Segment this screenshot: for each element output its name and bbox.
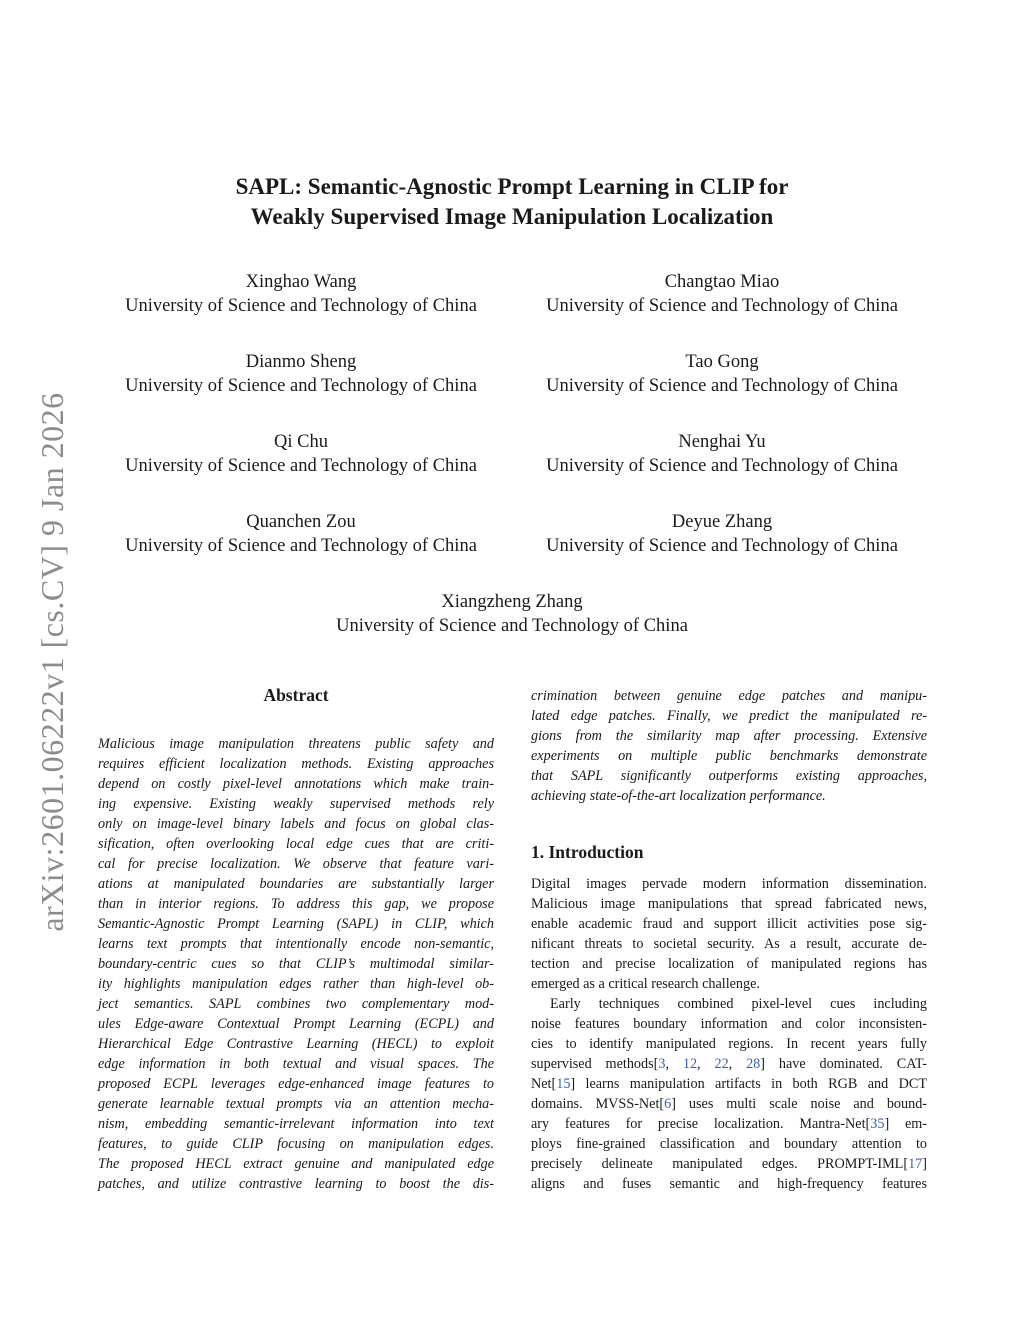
author-block bbox=[512, 271, 932, 318]
abstract-line: experiments on multiple public benchmarks demonstrate bbox=[531, 748, 927, 764]
intro-line bbox=[531, 1114, 927, 1134]
intro-text: ] learns manipulation artifacts in both RGB and DCT bbox=[570, 1076, 927, 1092]
intro-line: aligns and fuses semantic and high-frequency features bbox=[531, 1176, 927, 1192]
arxiv-side-stamp: arXiv:2601.06222v1 [cs.CV] 9 Jan 2026 bbox=[34, 392, 70, 932]
author-block bbox=[91, 351, 511, 398]
title-line-2: Weakly Supervised Image Manipulation Localization bbox=[250, 204, 774, 229]
abstract-line: ules Edge-aware Contextual Prompt Learning (ECPL) and bbox=[98, 1016, 494, 1032]
intro-line: nificant threats to societal security. As a result, accurate de- bbox=[531, 936, 927, 952]
abstract-line: ations at manipulated boundaries are substantially larger bbox=[98, 876, 494, 892]
abstract-line: patches, and utilize contrastive learning to boost the dis- bbox=[98, 1176, 494, 1192]
author-name: Deyue Zhang bbox=[671, 512, 773, 532]
abstract-line: sification, often overlooking local edge cues that are criti- bbox=[98, 836, 494, 852]
intro-line bbox=[531, 1074, 927, 1094]
citation-link[interactable]: 22 bbox=[714, 1056, 729, 1072]
author-block bbox=[512, 431, 932, 478]
intro-text: domains. MVSS-Net[ bbox=[531, 1096, 665, 1112]
intro-paragraph-2 bbox=[531, 994, 927, 1194]
intro-line: emerged as a critical research challenge. bbox=[531, 976, 760, 992]
citation-link[interactable]: 28 bbox=[746, 1056, 761, 1072]
author-affiliation: University of Science and Technology of China bbox=[125, 295, 477, 316]
author-name: Qi Chu bbox=[274, 432, 328, 452]
intro-line: Early techniques combined pixel-level cues including bbox=[550, 996, 927, 1012]
intro-text: ] have dominated. CAT- bbox=[760, 1056, 928, 1072]
intro-text: Net[ bbox=[531, 1076, 557, 1092]
citation-link[interactable]: 15 bbox=[556, 1076, 571, 1092]
intro-text: ary features for precise localization. Mantra-Net[ bbox=[531, 1116, 871, 1132]
intro-text: precisely delineate manipulated edges. PROMPT-IML[ bbox=[531, 1156, 909, 1172]
intro-line: noise features boundary information and color inconsisten- bbox=[531, 1016, 927, 1032]
author-name: Tao Gong bbox=[685, 352, 759, 372]
author-name: Xinghao Wang bbox=[245, 272, 357, 292]
intro-line bbox=[531, 1154, 927, 1174]
author-affiliation: University of Science and Technology of China bbox=[546, 375, 898, 396]
paper-title bbox=[0, 172, 1024, 232]
abstract-line: Malicious image manipulation threatens public safety and bbox=[98, 736, 494, 752]
abstract-line: that SAPL significantly outperforms existing approaches, bbox=[531, 768, 927, 784]
intro-text: ] bbox=[922, 1156, 927, 1172]
abstract-line: ing expensive. Existing weakly supervised methods rely bbox=[98, 796, 494, 812]
title-line-1: SAPL: Semantic-Agnostic Prompt Learning in CLIP for bbox=[235, 174, 789, 199]
author-affiliation: University of Science and Technology of China bbox=[546, 455, 898, 476]
abstract-line: Semantic-Agnostic Prompt Learning (SAPL) in CLIP, which bbox=[98, 916, 494, 932]
author-affiliation: University of Science and Technology of China bbox=[125, 455, 477, 476]
author-block bbox=[91, 511, 511, 558]
citation-link[interactable]: 12 bbox=[682, 1056, 698, 1072]
abstract-line: than in interior regions. To address this gap, we propose bbox=[98, 896, 494, 912]
intro-line bbox=[531, 1094, 927, 1114]
abstract-line: proposed ECPL leverages edge-enhanced image features to bbox=[98, 1076, 494, 1092]
intro-text: ] em- bbox=[884, 1116, 927, 1132]
author-block bbox=[512, 511, 932, 558]
intro-line: tection and precise localization of manipulated regions has bbox=[531, 956, 927, 972]
intro-line: enable academic fraud and support illicit activities pose sig- bbox=[531, 916, 927, 932]
section-heading-introduction: 1. Introduction bbox=[531, 842, 644, 862]
abstract-line: ject semantics. SAPL combines two complementary mod- bbox=[98, 996, 494, 1012]
citation-link[interactable]: 35 bbox=[870, 1116, 885, 1132]
author-name: Nenghai Yu bbox=[678, 432, 766, 452]
intro-text: ] uses multi scale noise and bound- bbox=[671, 1096, 928, 1112]
abstract-line: achieving state-of-the-art localization performance. bbox=[531, 788, 826, 804]
author-block bbox=[91, 271, 511, 318]
abstract-body bbox=[98, 734, 494, 1194]
author-affiliation: University of Science and Technology of China bbox=[546, 295, 898, 316]
author-affiliation: University of Science and Technology of China bbox=[125, 535, 477, 556]
abstract-line: The proposed HECL extract genuine and manipulated edge bbox=[98, 1156, 494, 1172]
abstract-line: nism, embedding semantic-irrelevant information into text bbox=[98, 1116, 494, 1132]
abstract-line: requires efficient localization methods. Existing approaches bbox=[98, 756, 494, 772]
intro-line: ploys fine-grained classification and boundary attention to bbox=[531, 1136, 927, 1152]
intro-text: supervised methods[ bbox=[531, 1056, 659, 1072]
abstract-line: crimination between genuine edge patches and manipu- bbox=[531, 688, 927, 704]
abstract-line: generate learnable textual prompts via an attention mecha- bbox=[98, 1096, 494, 1112]
abstract-line: boundary-centric cues so that CLIP’s multimodal similar- bbox=[98, 956, 494, 972]
author-name: Changtao Miao bbox=[664, 272, 780, 292]
citation-link[interactable]: 6 bbox=[664, 1096, 672, 1112]
author-affiliation: University of Science and Technology of China bbox=[125, 375, 477, 396]
abstract-line: edge information in both textual and visual spaces. The bbox=[98, 1056, 494, 1072]
abstract-line: learns text prompts that intentionally encode non-semantic, bbox=[98, 936, 494, 952]
intro-line: Digital images pervade modern information dissemination. bbox=[531, 876, 927, 892]
abstract-line: depend on costly pixel-level annotations which make train- bbox=[98, 776, 494, 792]
author-affiliation: University of Science and Technology of China bbox=[546, 535, 898, 556]
abstract-continuation bbox=[531, 686, 927, 806]
author-block bbox=[91, 431, 511, 478]
abstract-line: gions from the similarity map after processing. Extensive bbox=[531, 728, 927, 744]
abstract-line: ity highlights manipulation edges rather than high-level ob- bbox=[98, 976, 494, 992]
intro-line: supervised methods[3, 12, 22, 28] have dominated. CAT- bbox=[531, 1056, 928, 1072]
intro-paragraph-1 bbox=[531, 874, 927, 994]
citation-link[interactable]: 3 bbox=[658, 1056, 666, 1072]
author-name: Dianmo Sheng bbox=[245, 352, 357, 372]
author-affiliation: University of Science and Technology of China bbox=[336, 615, 688, 636]
abstract-line: Hierarchical Edge Contrastive Learning (HECL) to exploit bbox=[98, 1036, 494, 1052]
abstract-line: lated edge patches. Finally, we predict the manipulated re- bbox=[531, 708, 927, 724]
author-name: Quanchen Zou bbox=[246, 512, 356, 532]
author-block bbox=[302, 591, 722, 638]
abstract-line: features, to guide CLIP focusing on manipulation edges. bbox=[98, 1136, 494, 1152]
introduction-body bbox=[531, 874, 927, 1194]
abstract-line: only on image-level binary labels and focus on global clas- bbox=[98, 816, 494, 832]
author-name: Xiangzheng Zhang bbox=[441, 592, 583, 612]
intro-line: cies to identify manipulated regions. In recent years fully bbox=[531, 1036, 927, 1052]
abstract-heading: Abstract bbox=[263, 685, 329, 705]
citation-link[interactable]: 17 bbox=[908, 1156, 923, 1172]
author-block bbox=[512, 351, 932, 398]
intro-line: Malicious image manipulations that spread fabricated news, bbox=[531, 896, 927, 912]
abstract-line: cal for precise localization. We observe that feature vari- bbox=[98, 856, 494, 872]
